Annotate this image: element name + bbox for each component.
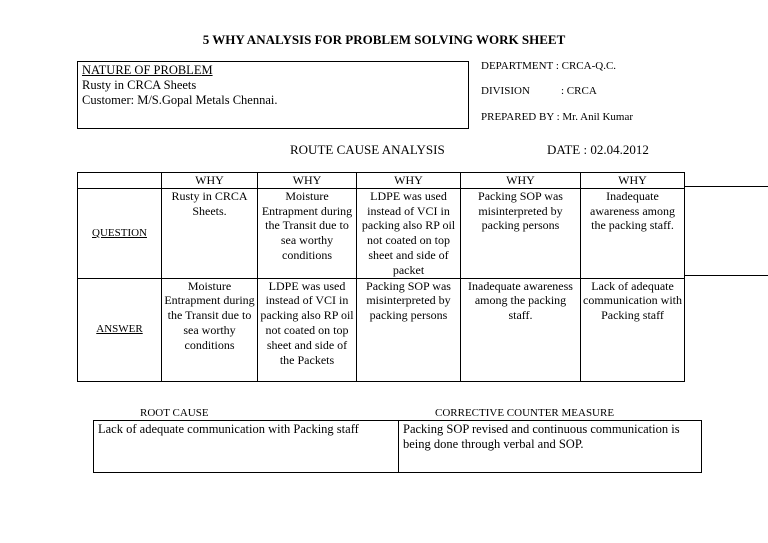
root-cause-label: ROOT CAUSE: [140, 407, 209, 419]
why-header-5: WHY: [581, 173, 685, 189]
answer-row: [78, 278, 685, 381]
nature-line-1: Rusty in CRCA Sheets: [82, 78, 197, 92]
worksheet-title: 5 WHY ANALYSIS FOR PROBLEM SOLVING WORK SHEET: [202, 32, 566, 47]
question-cell-5: Inadequate awareness among the packing staff.: [581, 188, 685, 278]
nature-of-problem-box: [77, 61, 469, 129]
analysis-title: ROUTE CAUSE ANALYSIS: [290, 142, 445, 157]
five-why-table: [77, 172, 685, 382]
why-header-3: WHY: [357, 173, 461, 189]
question-cell-2: Moisture Entrapment during the Transit due to sea worthy conditions: [258, 188, 357, 278]
header-row: [78, 173, 685, 189]
root-cause-counter-measure-box: [93, 420, 702, 473]
question-cell-3: LDPE was used instead of VCI in packing also RP oil not coated on top sheet and side of packet: [357, 188, 461, 278]
division-field: [481, 85, 597, 97]
why-header-4: WHY: [461, 173, 581, 189]
department-field: DEPARTMENT : CRCA-Q.C.: [481, 60, 617, 72]
counter-measure-text: Packing SOP revised and continuous communication is being done through verbal and SOP.: [403, 422, 680, 451]
answer-cell-2: LDPE was used instead of VCI in packing also RP oil not coated on top sheet and side of the Packets: [258, 278, 357, 381]
division-value: : CRCA: [561, 85, 597, 97]
table-extension-line: [684, 186, 768, 187]
question-label: QUESTION: [78, 188, 162, 278]
table-extension-line: [684, 275, 768, 276]
date-field: DATE : 02.04.2012: [547, 142, 649, 157]
answer-cell-4: Inadequate awareness among the packing staff.: [461, 278, 581, 381]
column-divider: [398, 421, 399, 472]
prepared-by-field: PREPARED BY : Mr. Anil Kumar: [481, 111, 633, 123]
question-cell-1: Rusty in CRCA Sheets.: [162, 188, 258, 278]
nature-line-2: Customer: M/S.Gopal Metals Chennai.: [82, 93, 278, 107]
question-cell-4: Packing SOP was misinterpreted by packing persons: [461, 188, 581, 278]
why-header-1: WHY: [162, 173, 258, 189]
header-corner-cell: [78, 173, 162, 189]
why-header-2: WHY: [258, 173, 357, 189]
answer-cell-5: Lack of adequate communication with Packing staff: [581, 278, 685, 381]
nature-heading: NATURE OF PROBLEM: [82, 63, 213, 77]
answer-cell-1: Moisture Entrapment during the Transit due to sea worthy conditions: [162, 278, 258, 381]
root-cause-text: Lack of adequate communication with Packing staff: [98, 422, 359, 436]
counter-measure-label: CORRECTIVE COUNTER MEASURE: [435, 407, 615, 419]
division-label: DIVISION: [481, 85, 530, 97]
answer-cell-3: Packing SOP was misinterpreted by packing persons: [357, 278, 461, 381]
question-row: [78, 188, 685, 278]
answer-label: ANSWER: [78, 278, 162, 381]
